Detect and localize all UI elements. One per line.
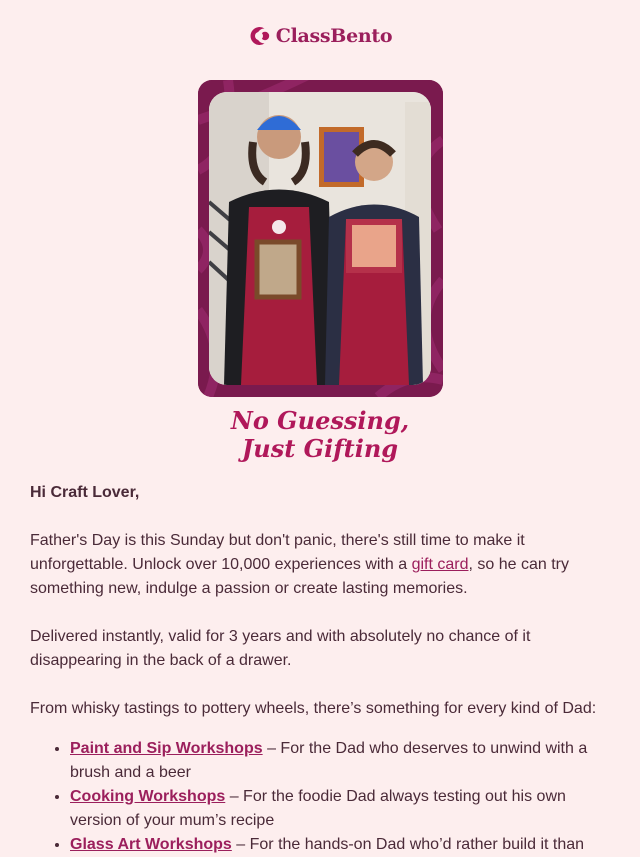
intro-text-end: , so he can try something new, indulge a passion or create lasting memories. bbox=[30, 556, 569, 597]
greeting: Hi Craft Lover, bbox=[30, 484, 140, 501]
classbento-logo-icon bbox=[248, 24, 272, 48]
cooking-workshops-link[interactable]: Cooking Workshops bbox=[70, 788, 226, 805]
list-item-text: – For the foodie Dad always testing out his own version of your mum’s recipe bbox=[70, 788, 566, 829]
email-body bbox=[0, 481, 640, 857]
glass-art-workshops-link[interactable]: Glass Art Workshops bbox=[70, 836, 232, 853]
paragraph-intro bbox=[30, 529, 610, 601]
paragraph-options: From whisky tastings to pottery wheels, there’s something for every kind of Dad: bbox=[30, 700, 597, 717]
logo-text: ClassBento bbox=[275, 25, 393, 47]
paragraph-delivery: Delivered instantly, valid for 3 years and with absolutely no chance of it disappearing in the back of a drawer. bbox=[30, 628, 531, 669]
intro-text-start: Father's Day is this Sunday but don't panic, there's still time to make it unforgettable. Unlock over 10,000 experiences with a bbox=[30, 532, 525, 573]
tagline-line-2: Just Gifting bbox=[241, 434, 399, 463]
list-item bbox=[70, 737, 610, 785]
list-item bbox=[70, 785, 610, 833]
list-item-text: – For the Dad who deserves to unwind with a brush and a beer bbox=[70, 740, 588, 781]
workshop-list bbox=[30, 737, 610, 857]
hero-photo bbox=[209, 92, 431, 385]
paint-and-sip-link[interactable]: Paint and Sip Workshops bbox=[70, 740, 263, 757]
classbento-logo[interactable] bbox=[248, 24, 392, 48]
hero-section bbox=[0, 80, 640, 397]
hero-photo-illustration bbox=[209, 92, 431, 385]
hero-card[interactable] bbox=[198, 80, 443, 397]
tagline bbox=[0, 407, 640, 463]
list-item bbox=[70, 833, 610, 857]
email-header bbox=[0, 0, 640, 72]
gift-card-link[interactable]: gift card bbox=[411, 556, 469, 573]
tagline-line-1: No Guessing, bbox=[230, 406, 410, 435]
list-item-text: – For the hands-on Dad who’d rather build it than bbox=[231, 836, 585, 853]
